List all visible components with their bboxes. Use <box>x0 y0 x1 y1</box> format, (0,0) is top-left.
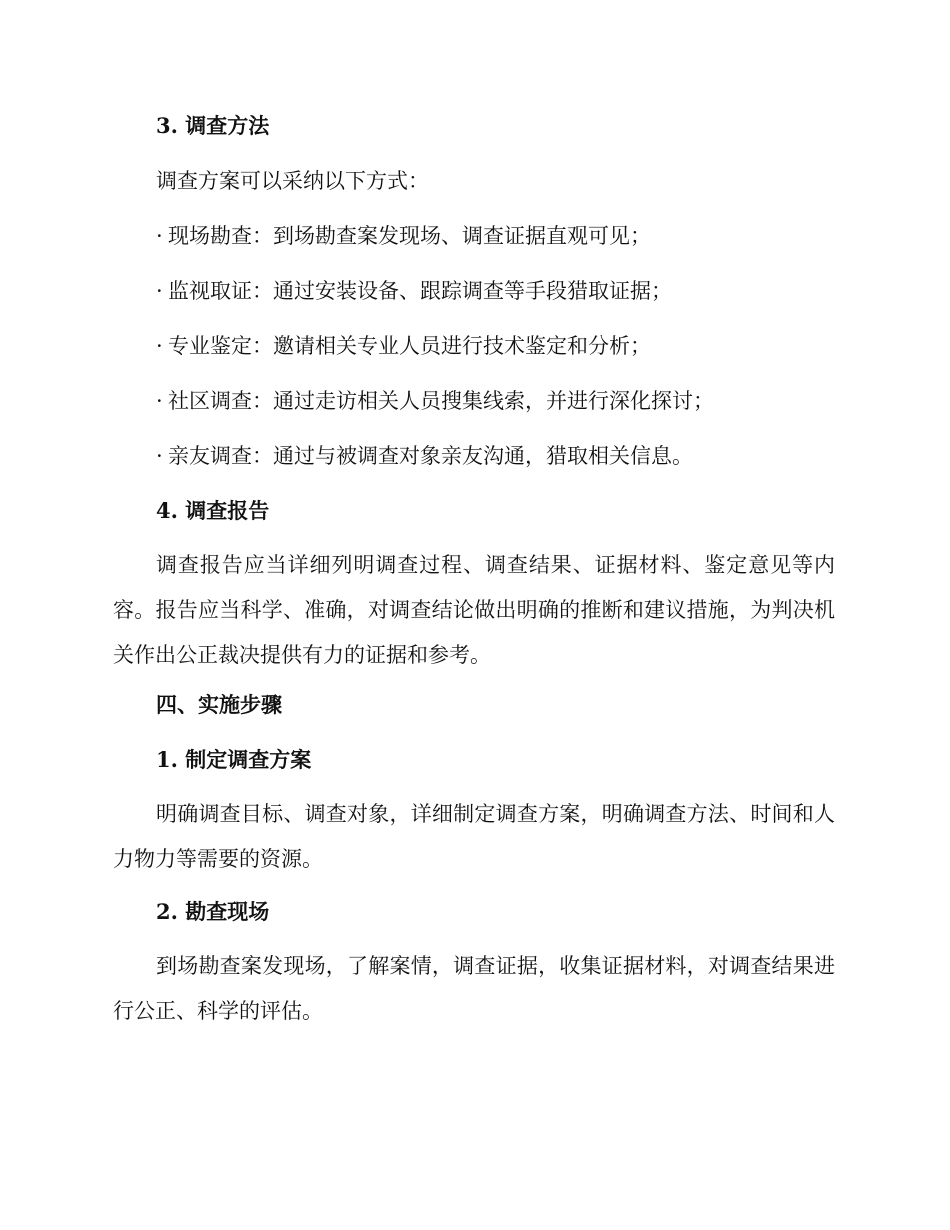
list-item <box>156 266 672 316</box>
step2-paragraph: 到场勘查案发现场，了解案情，调查证据，收集证据材料，对调查结果进行公正、科学的评估。 <box>113 954 835 1023</box>
step-heading-1: 1. 制定调查方案 <box>156 747 312 772</box>
list-item-text: 现场勘查：到场勘查案发现场、调查证据直观可见； <box>168 224 651 248</box>
bullet-marker: · <box>156 389 163 413</box>
list-item-text: 专业鉴定：邀请相关专业人员进行技术鉴定和分析； <box>168 334 651 358</box>
list-item <box>156 211 651 261</box>
step1-paragraph: 明确调查目标、调查对象，详细制定调查方案，明确调查方法、时间和人力物力等需要的资源。 <box>113 802 835 871</box>
list-item-text: 亲友调查：通过与被调查对象亲友沟通，猎取相关信息。 <box>168 444 693 468</box>
bullet-marker: · <box>156 279 163 303</box>
section-heading-4: 4. 调查报告 <box>156 498 270 523</box>
list-item <box>156 376 714 426</box>
step-heading-2: 2. 勘查现场 <box>156 899 270 924</box>
list-item-text: 监视取证：通过安装设备、跟踪调查等手段猎取证据； <box>168 279 672 303</box>
bullet-marker: · <box>156 334 163 358</box>
list-item <box>156 431 693 481</box>
chapter-heading: 四、实施步骤 <box>156 692 282 717</box>
section-intro: 调查方案可以采纳以下方式： <box>156 169 429 193</box>
bullet-marker: · <box>156 444 163 468</box>
section-heading-3: 3. 调查方法 <box>156 113 270 138</box>
list-item <box>156 321 651 371</box>
report-paragraph: 调查报告应当详细列明调查过程、调查结果、证据材料、鉴定意见等内容。报告应当科学、准确，对调查结论做出明确的推断和建议措施，为判决机关作出公正裁决提供有力的证据和参考。 <box>113 553 835 667</box>
list-item-text: 社区调查：通过走访相关人员搜集线索，并进行深化探讨； <box>168 389 714 413</box>
bullet-marker: · <box>156 224 163 248</box>
